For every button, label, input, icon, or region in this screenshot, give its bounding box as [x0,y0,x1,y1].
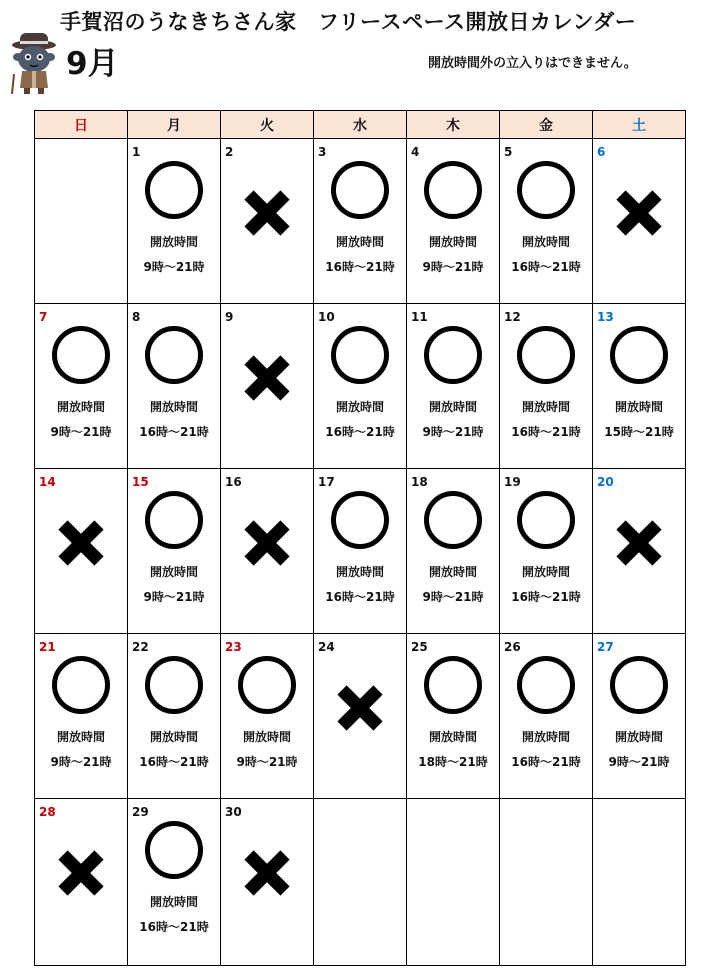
open-circle-icon [52,656,110,714]
open-hours-label: 開放時間 [335,400,384,414]
calendar-day-cell [221,469,314,634]
day-number: 16 [225,475,242,489]
open-hours-label: 開放時間 [149,895,198,909]
day-number: 14 [39,475,56,489]
calendar-day-cell [407,799,500,966]
calendar-day-cell [407,634,500,799]
calendar-day-cell [593,469,686,634]
open-circle-icon [145,326,203,384]
day-number: 8 [132,310,141,324]
open-hours-label: 開放時間 [521,400,570,414]
calendar-day-cell [500,139,593,304]
open-circle-icon [424,656,482,714]
calendar-day-cell [221,799,314,966]
open-hours-time: 9時～21時 [236,755,298,769]
open-hours-label: 開放時間 [149,400,198,414]
open-hours-label: 開放時間 [428,400,477,414]
open-circle-icon [517,326,575,384]
open-hours-time: 9時～21時 [143,260,205,274]
calendar-day-cell [314,304,407,469]
day-number: 24 [318,640,335,654]
open-circle-icon [145,656,203,714]
open-hours-time: 9時～21時 [422,425,484,439]
calendar-day-cell [128,634,221,799]
day-number: 21 [39,640,56,654]
open-circle-icon [424,326,482,384]
calendar-day-cell [500,469,593,634]
open-circle-icon [238,656,296,714]
closed-cross-icon [241,352,293,404]
open-hours-time: 9時～21時 [422,260,484,274]
calendar-day-cell [128,799,221,966]
open-hours-time: 18時～21時 [418,755,488,769]
calendar-week-row [35,634,686,799]
open-hours-label: 開放時間 [428,565,477,579]
calendar-day-cell [35,634,128,799]
open-hours-label: 開放時間 [428,730,477,744]
day-number: 5 [504,145,513,159]
closed-cross-icon [55,847,107,899]
weekday-saturday: 土 [593,111,686,139]
calendar-day-cell [500,634,593,799]
open-hours-label: 開放時間 [521,730,570,744]
day-number: 13 [597,310,614,324]
open-hours-time: 16時～21時 [511,590,581,604]
open-hours-time: 16時～21時 [139,425,209,439]
closed-cross-icon [613,517,665,569]
access-notice: 開放時間外の立入りはできません。 [428,56,637,71]
calendar-day-cell [221,634,314,799]
calendar-day-cell [221,304,314,469]
open-hours-label: 開放時間 [335,235,384,249]
calendar-day-cell [500,799,593,966]
calendar-day-cell [593,799,686,966]
open-circle-icon [424,491,482,549]
open-hours-time: 9時～21時 [50,425,112,439]
day-number: 19 [504,475,521,489]
day-number: 12 [504,310,521,324]
calendar-day-cell [593,304,686,469]
open-hours-label: 開放時間 [614,400,663,414]
day-number: 2 [225,145,234,159]
open-hours-time: 9時～21時 [50,755,112,769]
weekday-sunday: 日 [35,111,128,139]
calendar-day-cell [35,304,128,469]
weekday-tuesday: 火 [221,111,314,139]
calendar-week-row [35,469,686,634]
eel-mascot-icon [6,30,66,96]
open-hours-label: 開放時間 [56,400,105,414]
open-hours-time: 16時～21時 [325,260,395,274]
open-hours-time: 16時～21時 [325,590,395,604]
calendar-day-cell [314,799,407,966]
day-number: 20 [597,475,614,489]
open-hours-time: 15時～21時 [604,425,674,439]
open-circle-icon [517,656,575,714]
calendar-day-cell [128,469,221,634]
closed-cross-icon [334,682,386,734]
closed-cross-icon [241,847,293,899]
day-number: 27 [597,640,614,654]
open-hours-time: 16時～21時 [325,425,395,439]
day-number: 4 [411,145,420,159]
day-number: 6 [597,145,606,159]
open-circle-icon [145,821,203,879]
open-hours-label: 開放時間 [428,235,477,249]
day-number: 17 [318,475,335,489]
calendar-day-cell [314,634,407,799]
open-hours-time: 16時～21時 [511,260,581,274]
calendar-day-cell [35,799,128,966]
calendar-day-cell [128,304,221,469]
day-number: 28 [39,805,56,819]
calendar-day-cell [314,139,407,304]
day-number: 15 [132,475,149,489]
day-number: 25 [411,640,428,654]
calendar-day-cell [593,139,686,304]
open-circle-icon [52,326,110,384]
day-number: 22 [132,640,149,654]
day-number: 1 [132,145,141,159]
open-circle-icon [610,326,668,384]
day-number: 26 [504,640,521,654]
weekday-thursday: 木 [407,111,500,139]
calendar-day-cell [407,139,500,304]
calendar-day-cell [221,139,314,304]
weekday-monday: 月 [128,111,221,139]
open-hours-time: 9時～21時 [608,755,670,769]
day-number: 30 [225,805,242,819]
calendar-table [34,110,686,966]
open-hours-time: 16時～21時 [139,920,209,934]
calendar-week-row [35,139,686,304]
calendar-day-cell [500,304,593,469]
day-number: 9 [225,310,234,324]
open-hours-time: 9時～21時 [422,590,484,604]
weekday-header-row [35,111,686,139]
day-number: 10 [318,310,335,324]
day-number: 29 [132,805,149,819]
calendar-day-cell [128,139,221,304]
closed-cross-icon [613,187,665,239]
calendar-day-cell [314,469,407,634]
open-hours-label: 開放時間 [149,235,198,249]
open-circle-icon [331,326,389,384]
day-number: 7 [39,310,48,324]
open-circle-icon [145,491,203,549]
open-hours-label: 開放時間 [149,565,198,579]
open-hours-label: 開放時間 [521,565,570,579]
day-number: 23 [225,640,242,654]
open-hours-label: 開放時間 [614,730,663,744]
open-hours-time: 9時～21時 [143,590,205,604]
open-hours-label: 開放時間 [242,730,291,744]
open-circle-icon [145,161,203,219]
closed-cross-icon [55,517,107,569]
open-hours-time: 16時～21時 [139,755,209,769]
day-number: 3 [318,145,327,159]
month-label: 9月 [66,46,119,82]
open-circle-icon [610,656,668,714]
open-hours-time: 16時～21時 [511,755,581,769]
open-hours-label: 開放時間 [335,565,384,579]
open-circle-icon [424,161,482,219]
calendar-week-row [35,799,686,966]
open-hours-label: 開放時間 [56,730,105,744]
calendar-day-cell [407,469,500,634]
open-hours-label: 開放時間 [521,235,570,249]
weekday-wednesday: 水 [314,111,407,139]
open-circle-icon [517,161,575,219]
open-circle-icon [331,491,389,549]
calendar-day-cell [35,469,128,634]
open-hours-time: 16時～21時 [511,425,581,439]
day-number: 18 [411,475,428,489]
calendar-day-cell [35,139,128,304]
open-hours-label: 開放時間 [149,730,198,744]
calendar-day-cell [593,634,686,799]
open-circle-icon [331,161,389,219]
closed-cross-icon [241,187,293,239]
calendar-week-row [35,304,686,469]
page-title: 手賀沼のうなきちさん家 フリースペース開放日カレンダー [60,10,637,34]
calendar-day-cell [407,304,500,469]
closed-cross-icon [241,517,293,569]
open-circle-icon [517,491,575,549]
weekday-friday: 金 [500,111,593,139]
day-number: 11 [411,310,428,324]
